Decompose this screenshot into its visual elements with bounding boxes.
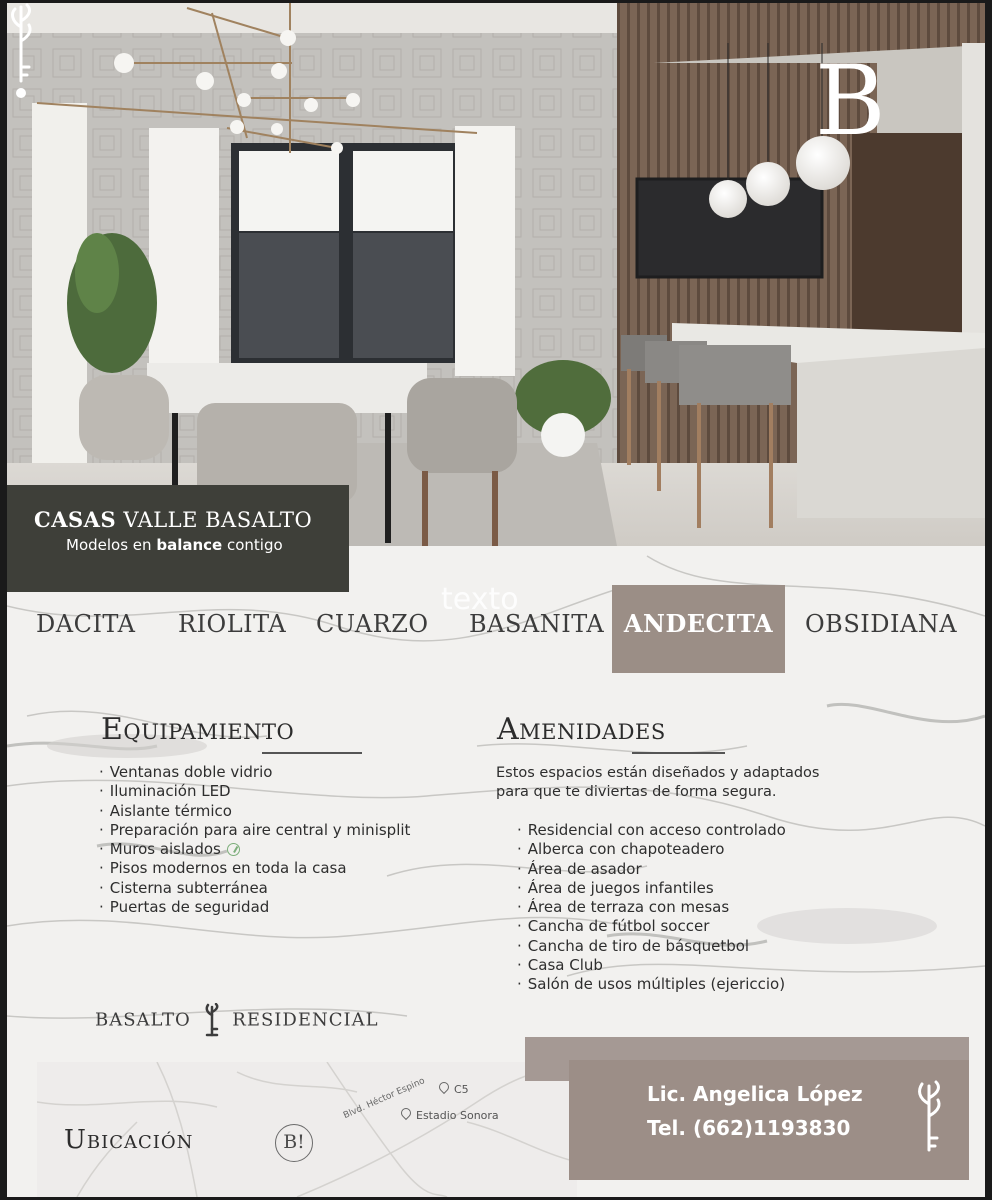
equipamiento-underline	[262, 752, 362, 754]
list-item: · Cancha de tiro de básquetbol	[517, 937, 786, 956]
banner-subtitle-post: contigo	[226, 536, 283, 554]
contact-phone[interactable]: Tel. (662)1193830	[647, 1116, 851, 1140]
logo-word-residencial: RESIDENCIAL	[232, 1009, 379, 1031]
flyer-page	[7, 3, 985, 1197]
title-banner	[7, 485, 349, 592]
logo-word-basalto: BASALTO	[95, 1009, 191, 1031]
tab-obsidiana[interactable]: OBSIDIANA	[805, 610, 958, 638]
tab-dacita[interactable]: DACITA	[36, 610, 136, 638]
list-item-muros	[99, 840, 410, 859]
map-pin-icon	[399, 1106, 413, 1120]
equipamiento-heading: Equipamiento	[101, 712, 295, 747]
poi-label: C5	[454, 1083, 469, 1096]
tab-andecita[interactable]: ANDECITA	[612, 585, 785, 673]
list-item: · Residencial con acceso controlado	[517, 821, 786, 840]
list-item: · Aislante térmico	[99, 802, 410, 821]
banner-title	[34, 507, 349, 532]
banner-subtitle-bold: balance	[156, 536, 223, 554]
banner-subtitle	[34, 536, 349, 554]
basalto-residencial-logo	[95, 1003, 379, 1039]
map-poi-estadio[interactable]	[401, 1108, 499, 1122]
contact-box	[569, 1060, 969, 1180]
list-item: · Ventanas doble vidrio	[99, 763, 410, 782]
tab-basanita[interactable]: BASANITA	[469, 610, 605, 638]
list-item: · Puertas de seguridad	[99, 898, 410, 917]
key-leaf-icon	[7, 3, 35, 103]
list-item: · Alberca con chapoteadero	[517, 840, 786, 859]
banner-title-rest: VALLE BASALTO	[123, 508, 313, 532]
list-item-text: Muros aislados	[109, 840, 221, 859]
list-item: · Salón de usos múltiples (ejericcio)	[517, 975, 786, 994]
location-badge: B!	[275, 1124, 313, 1162]
location-map	[37, 1062, 577, 1197]
eco-leaf-icon	[227, 843, 240, 856]
map-road-label: Blvd. Héctor Espino	[342, 1076, 427, 1122]
watermark-text: texto	[441, 582, 519, 617]
map-pin-icon	[437, 1080, 451, 1094]
equipamiento-list	[99, 763, 410, 917]
contact-name: Lic. Angelica López	[647, 1082, 863, 1106]
location-title: Ubicación	[64, 1125, 194, 1155]
amenidades-heading: Amenidades	[497, 712, 666, 747]
hero-interior-render	[7, 3, 985, 546]
tab-cuarzo[interactable]: CUARZO	[316, 610, 429, 638]
list-item: · Iluminación LED	[99, 782, 410, 801]
banner-subtitle-pre: Modelos en	[66, 536, 152, 554]
brand-logo-letter: B	[815, 45, 886, 157]
model-tabs	[7, 585, 985, 673]
key-leaf-icon	[912, 1080, 946, 1154]
banner-title-bold: CASAS	[34, 507, 117, 532]
tab-riolita[interactable]: RIOLITA	[178, 610, 287, 638]
amenidades-intro: Estos espacios están diseñados y adaptados para que te diviertas de forma segura.	[496, 765, 820, 800]
amenidades-list	[517, 821, 786, 995]
list-item: · Área de terraza con mesas	[517, 898, 786, 917]
list-item: · Cancha de fútbol soccer	[517, 917, 786, 936]
poi-label: Estadio Sonora	[416, 1109, 499, 1122]
list-item: · Pisos modernos en toda la casa	[99, 859, 410, 878]
list-item: · Preparación para aire central y minisplit	[99, 821, 410, 840]
list-item: · Casa Club	[517, 956, 786, 975]
list-item: · Cisterna subterránea	[99, 879, 410, 898]
list-item: · Área de asador	[517, 860, 786, 879]
list-item: · Área de juegos infantiles	[517, 879, 786, 898]
map-poi-c5[interactable]	[439, 1082, 469, 1096]
amenidades-underline	[632, 752, 725, 754]
key-leaf-icon	[204, 1003, 220, 1037]
